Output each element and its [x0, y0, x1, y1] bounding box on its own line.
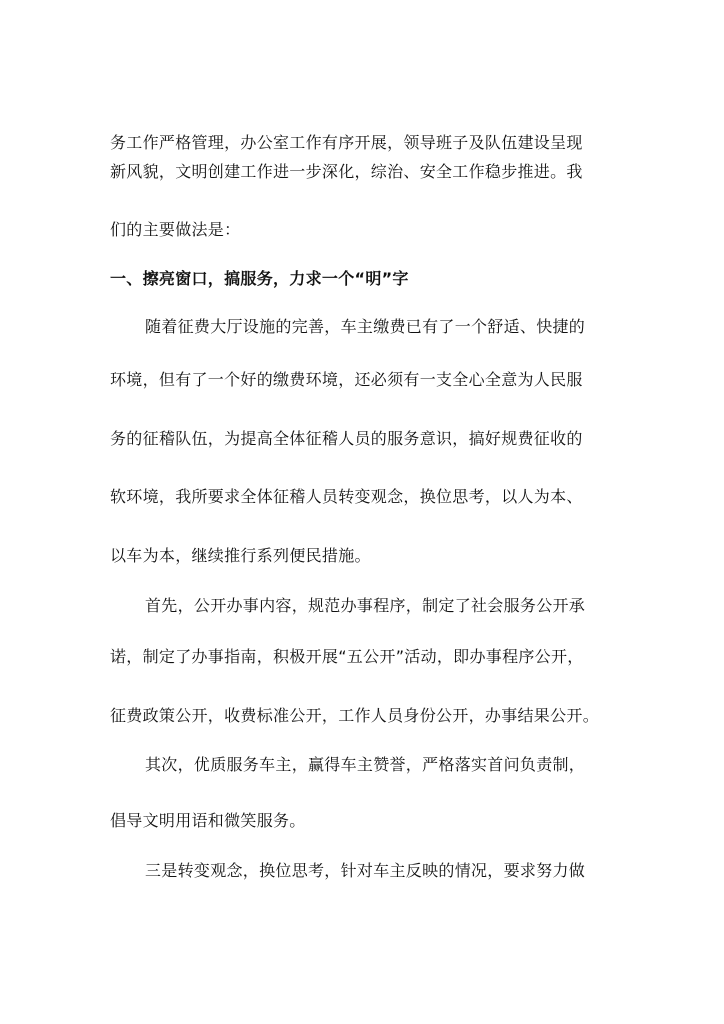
text-line: 征费政策公开，收费标准公开，工作人员身份公开，办事结果公开。 — [110, 706, 600, 725]
text-line: 新风貌，文明创建工作进一步深化，综治、安全工作稳步推进。我 — [110, 162, 583, 181]
text-line: 软环境，我所要求全体征稽人员转变观念，换位思考，以人为本、 — [110, 487, 583, 506]
text-line: 务的征稽队伍，为提高全体征稽人员的服务意识，搞好规费征收的 — [110, 429, 583, 448]
text-line: 三是转变观念，换位思考，针对车主反映的情况，要求努力做 — [145, 861, 586, 880]
text-line: 首先，公开办事内容，规范办事程序，制定了社会服务公开承 — [145, 596, 586, 615]
text-line: 们的主要做法是： — [110, 220, 241, 239]
section-heading: 一、擦亮窗口，搞服务，力求一个“明”字 — [110, 269, 409, 288]
text-line: 其次，优质服务车主，赢得车主赞誉，严格落实首问负责制， — [145, 755, 586, 774]
text-line: 诺，制定了办事指南，积极开展“五公开”活动，即办事程序公开， — [110, 647, 584, 666]
text-line: 务工作严格管理，办公室工作有序开展，领导班子及队伍建设呈现 — [110, 133, 583, 152]
text-line: 环境，但有了一个好的缴费环境，还必须有一支全心全意为人民服 — [110, 370, 583, 389]
text-line: 倡导文明用语和微笑服务。 — [110, 811, 306, 830]
text-line: 以车为本，继续推行系列便民措施。 — [110, 546, 371, 565]
text-line: 随着征费大厅设施的完善，车主缴费已有了一个舒适、快捷的 — [145, 317, 586, 336]
